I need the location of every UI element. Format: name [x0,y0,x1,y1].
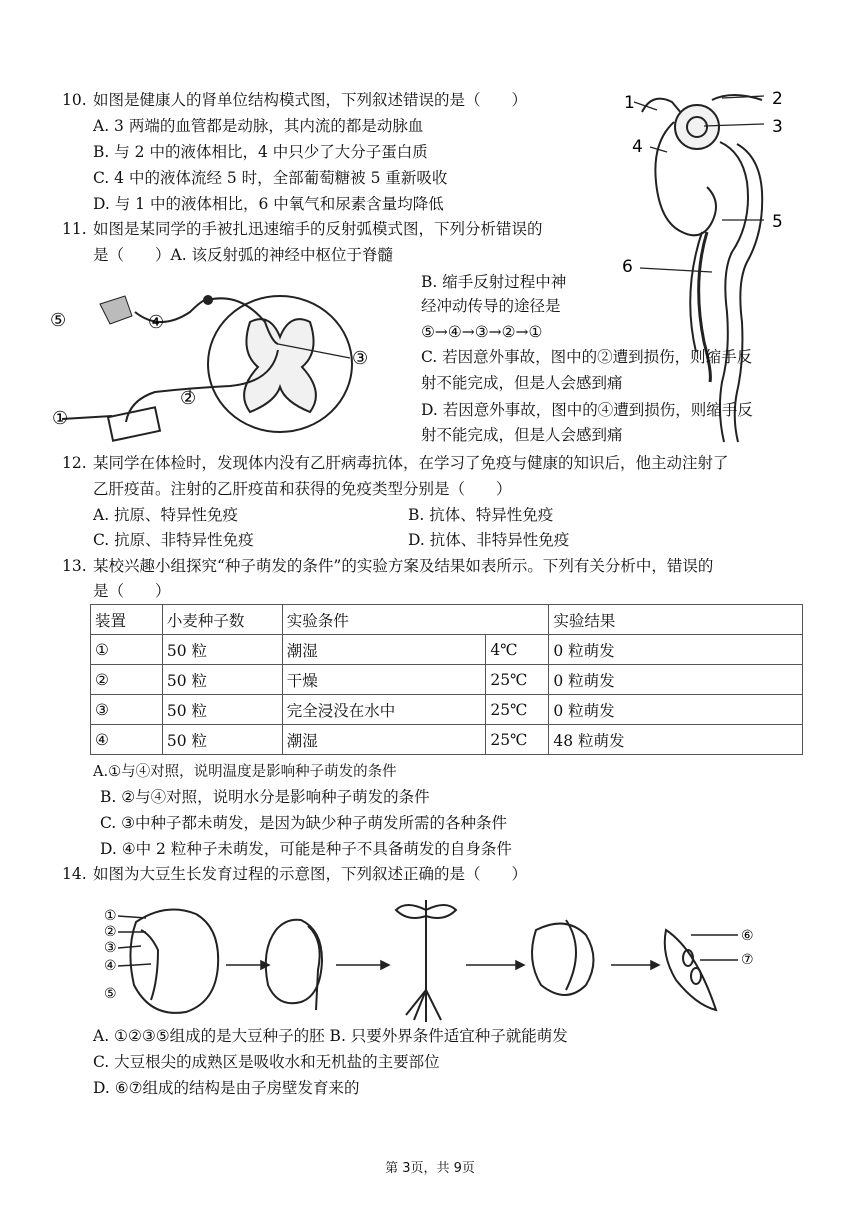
soybean-label-7: ⑦ [741,952,754,968]
table-row [91,725,803,755]
question-number: 14. [62,865,87,883]
option-c: C. 4 中的液体流经 5 时，全部葡萄糖被 5 重新吸收 [93,169,448,187]
table-cell: 50 粒 [162,635,282,665]
option-b-path: ⑤→④→③→②→① [421,323,543,341]
question-stem-cont: 乙肝疫苗。注射的乙肝疫苗和获得的免疫类型分别是（ ） [93,480,512,498]
question-number: 10. [62,91,87,109]
option-d: D. 与 1 中的液体相比，6 中氧气和尿素含量均降低 [93,195,444,213]
table-cell: 48 粒萌发 [549,725,803,755]
question-stem: 某同学在体检时，发现体内没有乙肝病毒抗体，在学习了免疫与健康的知识后，他主动注射了 [93,454,729,472]
nephron-label-6: 6 [622,257,633,277]
experiment-table [90,604,803,755]
soybean-growth-diagram [96,890,776,1025]
question-stem: 如图为大豆生长发育过程的示意图，下列叙述正确的是（ ） [93,865,528,883]
table-cell: 4℃ [486,635,549,665]
option-a: A. 抗原、特异性免疫 [93,506,239,524]
question-number: 11. [62,220,87,238]
reflex-arc-diagram [40,282,380,442]
table-cell: 潮湿 [282,635,486,665]
page-footer: 第 3页，共 9页 [385,1161,475,1176]
table-header: 装置 [91,605,163,635]
question-stem-cont: 是（ ） [93,582,171,600]
table-header: 小麦种子数 [162,605,282,635]
option-b: B. ②与④对照，说明水分是影响种子萌发的条件 [100,788,430,806]
table-cell: 25℃ [486,665,549,695]
table-row [91,635,803,665]
table-cell: 0 粒萌发 [549,635,803,665]
nephron-label-1: 1 [624,93,635,113]
table-cell: 完全浸没在水中 [282,695,486,725]
option-d: D. ④中 2 粒种子未萌发，可能是种子不具备萌发的自身条件 [100,840,512,858]
reflex-label-1: ① [52,408,69,429]
option-b: B. 抗体、特异性免疫 [408,506,554,524]
option-c: C. 若因意外事故，图中的②遭到损伤，则缩手反 [421,348,753,366]
nephron-label-2: 2 [772,89,783,109]
table-cell: 50 粒 [162,695,282,725]
option-d: D. ⑥⑦组成的结构是由子房壁发育来的 [93,1079,360,1097]
table-cell: 干燥 [282,665,486,695]
option-c-cont: 射不能完成，但是人会感到痛 [421,374,623,392]
option-c: C. 抗原、非特异性免疫 [93,531,254,549]
soybean-label-4: ④ [104,958,117,974]
option-d: D. 抗体、非特异性免疫 [408,531,570,549]
question-number: 12. [62,454,87,472]
option-c: C. 大豆根尖的成熟区是吸收水和无机盐的主要部位 [93,1053,440,1071]
table-cell: ② [91,665,163,695]
reflex-label-4: ④ [148,312,165,333]
nephron-label-3: 3 [772,117,783,137]
table-cell: 25℃ [486,695,549,725]
nephron-diagram [612,82,810,450]
soybean-label-5: ⑤ [104,986,117,1002]
reflex-label-2: ② [180,388,197,409]
option-d: D. 若因意外事故，图中的④遭到损伤，则缩手反 [421,401,753,419]
nephron-label-5: 5 [772,212,783,232]
question-number: 13. [62,557,87,575]
nephron-label-4: 4 [632,137,643,157]
option-d-cont: 射不能完成，但是人会感到痛 [421,426,623,444]
option-b-cont: 经冲动传导的途径是 [421,297,561,315]
table-header: 实验结果 [549,605,803,635]
table-cell: ④ [91,725,163,755]
soybean-label-1: ① [104,908,117,924]
soybean-label-3: ③ [104,940,117,956]
soybean-label-2: ② [104,924,117,940]
table-cell: ③ [91,695,163,725]
option-b: B. 缩手反射过程中神 [421,273,567,291]
option-b: B. 与 2 中的液体相比，4 中只少了大分子蛋白质 [93,143,428,161]
table-row [91,665,803,695]
question-stem: 如图是健康人的肾单位结构模式图，下列叙述错误的是（ ） [93,91,528,109]
table-header-row [91,605,803,635]
table-cell: 0 粒萌发 [549,695,803,725]
option-c: C. ③中种子都未萌发，是因为缺少种子萌发所需的各种条件 [100,814,508,832]
question-stem-cont: 是（ ）A. 该反射弧的神经中枢位于脊髓 [93,246,394,264]
table-header: 实验条件 [282,605,549,635]
table-cell: ① [91,635,163,665]
option-a: A. 3 两端的血管都是动脉，其内流的都是动脉血 [93,117,424,135]
table-cell: 25℃ [486,725,549,755]
soybean-label-6: ⑥ [741,928,754,944]
table-cell: 0 粒萌发 [549,665,803,695]
table-cell: 50 粒 [162,665,282,695]
table-cell: 潮湿 [282,725,486,755]
table-cell: 50 粒 [162,725,282,755]
reflex-label-5: ⑤ [50,310,67,331]
question-stem: 某校兴趣小组探究“种子萌发的条件”的实验方案及结果如表所示。下列有关分析中，错误的 [93,557,714,575]
reflex-label-3: ③ [352,348,369,369]
table-row [91,695,803,725]
question-stem: 如图是某同学的手被扎迅速缩手的反射弧模式图，下列分析错误的 [93,220,543,238]
option-a: A.①与④对照，说明温度是影响种子萌发的条件 [93,764,397,780]
option-a-b: A. ①②③⑤组成的是大豆种子的胚 B. 只要外界条件适宜种子就能萌发 [93,1027,568,1045]
